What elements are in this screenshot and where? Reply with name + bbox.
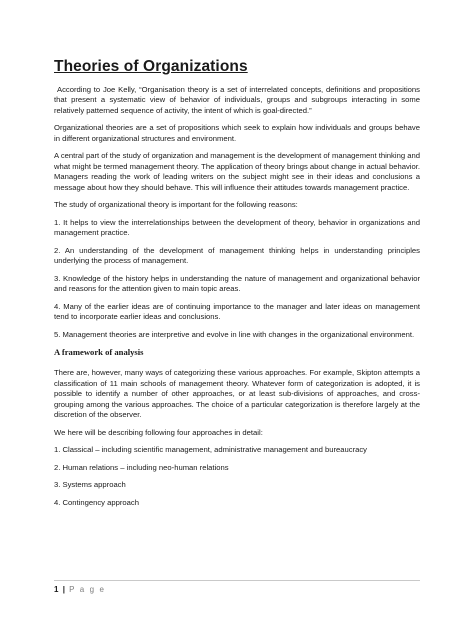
list-item-approach-contingency: 4. Contingency approach: [54, 498, 139, 507]
paragraph-reasons-intro: The study of organizational theory is important for the following reasons:: [54, 200, 298, 210]
paragraph-kelly-definition: According to Joe Kelly, “Organisation theory is a set of interrelated concepts, definitions and propositions that present a systematic view of behavior of individuals, groups and subgroups interacting in some relatively patterned sequence of activity, the intent of which is goal-directed.”: [54, 85, 420, 115]
list-item-approach-human-relations: 2. Human relations – including neo-human relations: [54, 462, 229, 472]
paragraph-organizational-theories: Organizational theories are a set of propositions which seek to explain how individuals and groups behave in different organizational structures and environment.: [54, 123, 420, 143]
section-heading-framework: A framework of analysis: [54, 347, 144, 358]
list-item-approach-classical: 1. Classical – including scientific management, administrative management and bureaucracy: [54, 445, 368, 455]
list-item-reason-4: 4. Many of the earlier ideas are of continuing importance to the manager and later ideas on management tend to incorporate earlier ideas and conclusions.: [54, 301, 420, 322]
paragraph-categorization: There are, however, many ways of categorizing these various approaches. For example, Skipton attempts a classification of 11 main schools of management theory. Whatever form of categorization is adopted, it is possible to identify a number of other approaches, or at least sub-divisions of approaches, and cross-grouping among the various approaches. The choice of a particular categorization is therefore largely at the discretion of the observer.: [54, 368, 420, 420]
paragraph-management-thinking: A central part of the study of organization and management is the development of management thinking and what might be termed management theory. The application of theory brings about change in actual behavior. Managers reading the work of leading writers on the subject might see in their ideas and conclusions a message about how they should behave. This will influence their attitudes towards management practice.: [54, 151, 420, 192]
page-number: 1: [54, 585, 59, 594]
page-label: P a g e: [69, 585, 106, 594]
paragraph-approaches-intro: We here will be describing following four approaches in detail:: [54, 427, 263, 437]
list-item-approach-systems: 3. Systems approach: [54, 480, 126, 490]
list-item-reason-3: 3. Knowledge of the history helps in understanding the nature of management and organizational behavior and reasons for the attention given to main topic areas.: [54, 273, 420, 294]
list-item-reason-5: 5. Management theories are interpretive and evolve in line with changes in the organizational environment.: [54, 329, 415, 339]
page-footer: [54, 580, 420, 594]
list-item-reason-2: 2. An understanding of the development of management thinking helps in understanding principles underlying the process of management.: [54, 245, 420, 266]
document-title: Theories of Organizations: [54, 58, 248, 75]
list-item-reason-1: 1. It helps to view the interrelationships between the development of theory, behavior in organizations and management practice.: [54, 217, 420, 238]
footer-separator: |: [62, 585, 65, 594]
